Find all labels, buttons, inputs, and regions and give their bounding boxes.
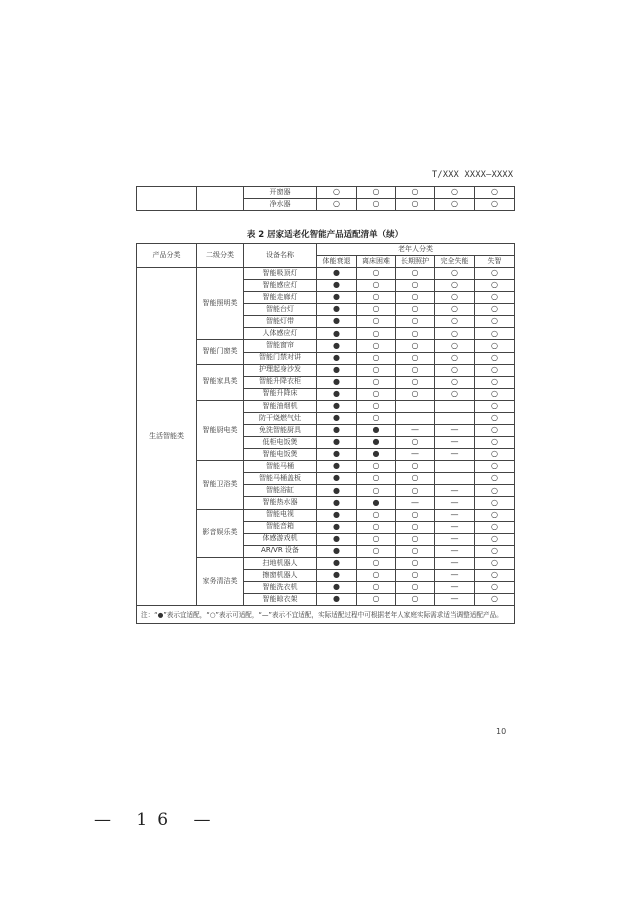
suitability-mark: ● (317, 328, 357, 340)
suitability-mark: ● (317, 545, 357, 557)
header-type: 失智 (475, 256, 515, 268)
suitability-mark (396, 400, 435, 412)
suitability-mark: ○ (435, 364, 475, 376)
suitability-mark: ● (317, 304, 357, 316)
suitability-mark: ● (357, 497, 396, 509)
device-name: 智能升降衣柜 (244, 376, 317, 388)
device-name: 智能电饭煲 (244, 449, 317, 461)
suitability-mark: ○ (357, 582, 396, 594)
suitability-mark: ○ (475, 388, 515, 400)
header-type: 完全失能 (435, 256, 475, 268)
device-name: 扫地机器人 (244, 557, 317, 569)
suitability-mark (396, 412, 435, 424)
suitability-mark: ○ (475, 352, 515, 364)
suitability-mark: ○ (357, 557, 396, 569)
suitability-mark: ○ (475, 328, 515, 340)
suitability-mark: ○ (396, 388, 435, 400)
device-name: 智能浴缸 (244, 485, 317, 497)
device-name: 智能音箱 (244, 521, 317, 533)
suitability-mark: ○ (475, 199, 515, 211)
suitability-mark: ○ (396, 376, 435, 388)
suitability-mark: — (396, 497, 435, 509)
device-name: 防干烧燃气灶 (244, 412, 317, 424)
subcategory-cell: 智能厨电类 (197, 400, 244, 460)
suitability-mark: ○ (435, 304, 475, 316)
suitability-mark: ○ (357, 304, 396, 316)
header-category: 产品分类 (137, 244, 197, 268)
suitability-mark: ○ (357, 594, 396, 606)
suitability-mark: ○ (357, 352, 396, 364)
suitability-mark: ○ (357, 328, 396, 340)
device-name: 智能马桶盖板 (244, 473, 317, 485)
device-name: 智能走廊灯 (244, 292, 317, 304)
suitability-mark: ● (317, 412, 357, 424)
header-type: 离床困难 (357, 256, 396, 268)
suitability-mark: ○ (396, 364, 435, 376)
suitability-mark: ● (317, 364, 357, 376)
suitability-mark: ○ (396, 557, 435, 569)
suitability-mark: ○ (396, 569, 435, 581)
suitability-mark: ○ (475, 376, 515, 388)
suitability-mark: ○ (357, 412, 396, 424)
outer-page-number: — 16 — (94, 810, 221, 830)
device-name: 智能窗帘 (244, 340, 317, 352)
suitability-mark: ○ (475, 304, 515, 316)
suitability-mark: ○ (475, 521, 515, 533)
suitability-mark: ○ (357, 316, 396, 328)
suitability-mark: ○ (435, 388, 475, 400)
suitability-mark: — (435, 425, 475, 437)
suitability-mark: ● (317, 280, 357, 292)
suitability-mark: ● (317, 569, 357, 581)
suitability-mark: ○ (435, 340, 475, 352)
suitability-mark: ○ (357, 268, 396, 280)
subcategory-cell: 智能照明类 (197, 268, 244, 340)
suitability-mark: ● (317, 485, 357, 497)
header-type: 体能衰退 (317, 256, 357, 268)
suitability-mark: ● (317, 473, 357, 485)
suitability-mark: ● (317, 437, 357, 449)
suitability-mark: ○ (475, 569, 515, 581)
suitability-mark: — (396, 425, 435, 437)
header-device: 设备名称 (244, 244, 317, 268)
device-name: 智能热水器 (244, 497, 317, 509)
suitability-mark: ○ (435, 328, 475, 340)
suitability-mark: ○ (357, 485, 396, 497)
device-name: 擦窗机器人 (244, 569, 317, 581)
suitability-mark: — (435, 497, 475, 509)
device-name: AR/VR 设备 (244, 545, 317, 557)
suitability-mark: ○ (357, 199, 396, 211)
suitability-mark: ○ (396, 485, 435, 497)
device-name: 智能晾衣架 (244, 594, 317, 606)
suitability-mark: ● (317, 594, 357, 606)
table-row (137, 268, 515, 280)
table-caption: 表 2 居家适老化智能产品适配清单（续） (246, 230, 404, 240)
suitability-mark: ○ (396, 340, 435, 352)
suitability-mark: ● (317, 509, 357, 521)
table-note: 注：“●”表示宜适配，“○”表示可适配，“—”表示不宜适配，实际适配过程中可根据老年人家庭实际需求适当调整适配产品。 (137, 606, 515, 624)
suitability-mark: ○ (396, 509, 435, 521)
suitability-mark: ● (317, 388, 357, 400)
suitability-mark: ○ (435, 280, 475, 292)
device-name: 体感游戏机 (244, 533, 317, 545)
suitability-mark: ○ (435, 316, 475, 328)
suitability-mark: ○ (475, 485, 515, 497)
suitability-mark: ● (317, 557, 357, 569)
suitability-mark: ○ (475, 509, 515, 521)
suitability-mark: ○ (396, 594, 435, 606)
standard-code: T/XXX XXXX—XXXX (432, 170, 514, 180)
suitability-mark: — (435, 533, 475, 545)
suitability-mark: ● (357, 425, 396, 437)
suitability-mark: ○ (396, 533, 435, 545)
suitability-mark: — (435, 557, 475, 569)
suitability-mark: ○ (357, 509, 396, 521)
suitability-mark: ○ (475, 449, 515, 461)
suitability-mark: ○ (357, 521, 396, 533)
suitability-mark (435, 400, 475, 412)
device-name: 智能台灯 (244, 304, 317, 316)
suitability-mark: ○ (475, 412, 515, 424)
suitability-mark: ○ (396, 473, 435, 485)
suitability-mark: ● (317, 352, 357, 364)
suitability-mark: ○ (357, 400, 396, 412)
suitability-mark: ○ (475, 268, 515, 280)
suitability-mark: ○ (475, 473, 515, 485)
suitability-mark (435, 461, 475, 473)
previous-table-fragment (136, 186, 515, 211)
suitability-mark: — (435, 545, 475, 557)
suitability-mark: ● (317, 582, 357, 594)
device-name: 智能电视 (244, 509, 317, 521)
suitability-mark: ○ (396, 461, 435, 473)
subcategory-cell: 智能卫浴类 (197, 461, 244, 509)
suitability-mark: ○ (475, 292, 515, 304)
suitability-mark: ● (357, 449, 396, 461)
suitability-mark: ● (317, 533, 357, 545)
device-name: 净水器 (244, 199, 317, 211)
suitability-mark: — (435, 569, 475, 581)
suitability-mark: ● (317, 268, 357, 280)
suitability-mark: ● (317, 316, 357, 328)
suitability-mark: ○ (317, 187, 357, 199)
suitability-mark: ● (317, 497, 357, 509)
suitability-mark: ○ (435, 352, 475, 364)
suitability-mark: ○ (396, 304, 435, 316)
suitability-mark: ○ (435, 187, 475, 199)
suitability-mark: ○ (357, 187, 396, 199)
suitability-mark: ● (317, 400, 357, 412)
suitability-mark: ○ (475, 594, 515, 606)
suitability-mark: ○ (396, 352, 435, 364)
device-name: 智能马桶 (244, 461, 317, 473)
device-name: 智能灯带 (244, 316, 317, 328)
device-name: 护理起身沙发 (244, 364, 317, 376)
suitability-mark: ● (317, 461, 357, 473)
suitability-mark: ○ (475, 280, 515, 292)
suitability-mark: ● (317, 449, 357, 461)
suitability-mark: ○ (475, 582, 515, 594)
subcategory-cell: 智能门窗类 (197, 340, 244, 364)
subcategory-cell: 家务清洁类 (197, 557, 244, 605)
suitability-mark: ○ (357, 364, 396, 376)
suitability-mark: ○ (357, 473, 396, 485)
suitability-mark: — (435, 594, 475, 606)
suitability-mark: — (435, 582, 475, 594)
suitability-mark: ○ (475, 400, 515, 412)
suitability-mark: ○ (396, 582, 435, 594)
device-name: 智能洗衣机 (244, 582, 317, 594)
subcategory-cell: 影音娱乐类 (197, 509, 244, 557)
device-name: 智能感应灯 (244, 280, 317, 292)
suitability-mark: ○ (357, 533, 396, 545)
suitability-mark: — (435, 449, 475, 461)
device-name: 智能吸顶灯 (244, 268, 317, 280)
suitability-mark: ● (317, 292, 357, 304)
suitability-mark: ○ (396, 328, 435, 340)
suitability-mark: ○ (435, 376, 475, 388)
suitability-mark: ○ (396, 268, 435, 280)
header-type: 长期照护 (396, 256, 435, 268)
suitability-mark: ○ (396, 545, 435, 557)
suitability-mark: ○ (357, 545, 396, 557)
suitability-mark: ○ (475, 364, 515, 376)
suitability-mark: ○ (396, 316, 435, 328)
suitability-mark: ● (357, 437, 396, 449)
suitability-mark: ○ (435, 199, 475, 211)
suitability-mark: ○ (357, 569, 396, 581)
category-cell: 生活智能类 (137, 268, 197, 606)
suitability-mark: ○ (475, 545, 515, 557)
suitability-mark: ○ (396, 437, 435, 449)
suitability-mark (435, 473, 475, 485)
suitability-mark: ○ (396, 187, 435, 199)
suitability-mark: — (435, 509, 475, 521)
suitability-mark: ○ (396, 280, 435, 292)
suitability-mark: ○ (475, 557, 515, 569)
device-name: 智能门禁对讲 (244, 352, 317, 364)
suitability-mark: ○ (396, 199, 435, 211)
suitability-mark: ○ (357, 280, 396, 292)
category-cell (137, 187, 197, 211)
device-name: 低柜电饭煲 (244, 437, 317, 449)
suitability-mark: ○ (475, 340, 515, 352)
suitability-mark: ○ (475, 316, 515, 328)
suitability-mark (435, 412, 475, 424)
suitability-mark: ○ (475, 187, 515, 199)
suitability-mark: ○ (435, 292, 475, 304)
device-name: 智能升降床 (244, 388, 317, 400)
device-name: 开窗器 (244, 187, 317, 199)
suitability-mark: ● (317, 521, 357, 533)
suitability-mark: — (435, 521, 475, 533)
suitability-mark: ○ (475, 425, 515, 437)
suitability-mark: — (396, 449, 435, 461)
suitability-mark: ○ (357, 388, 396, 400)
suitability-mark: ○ (357, 461, 396, 473)
suitability-mark: ○ (435, 268, 475, 280)
suitability-mark: ● (317, 376, 357, 388)
device-name: 人体感应灯 (244, 328, 317, 340)
suitability-mark: ○ (357, 376, 396, 388)
suitability-mark: ● (317, 425, 357, 437)
suitability-mark: ○ (317, 199, 357, 211)
suitability-mark: ○ (357, 340, 396, 352)
subcategory-cell (197, 187, 244, 211)
suitability-mark: ○ (475, 497, 515, 509)
suitability-mark: — (435, 437, 475, 449)
suitability-mark: ○ (475, 533, 515, 545)
header-subcategory: 二级分类 (197, 244, 244, 268)
subcategory-cell: 智能家具类 (197, 364, 244, 400)
suitability-mark: ○ (396, 521, 435, 533)
inner-page-number: 10 (496, 727, 507, 736)
suitability-mark: — (435, 485, 475, 497)
device-name: 免洗智能厨具 (244, 425, 317, 437)
suitability-mark: ○ (475, 437, 515, 449)
suitability-mark: ○ (396, 292, 435, 304)
table-row (137, 187, 515, 199)
adaptation-table (136, 243, 515, 624)
header-elderly-group: 老年人分类 (317, 244, 515, 256)
suitability-mark: ○ (357, 292, 396, 304)
suitability-mark: ○ (475, 461, 515, 473)
suitability-mark: ● (317, 340, 357, 352)
device-name: 智能油烟机 (244, 400, 317, 412)
